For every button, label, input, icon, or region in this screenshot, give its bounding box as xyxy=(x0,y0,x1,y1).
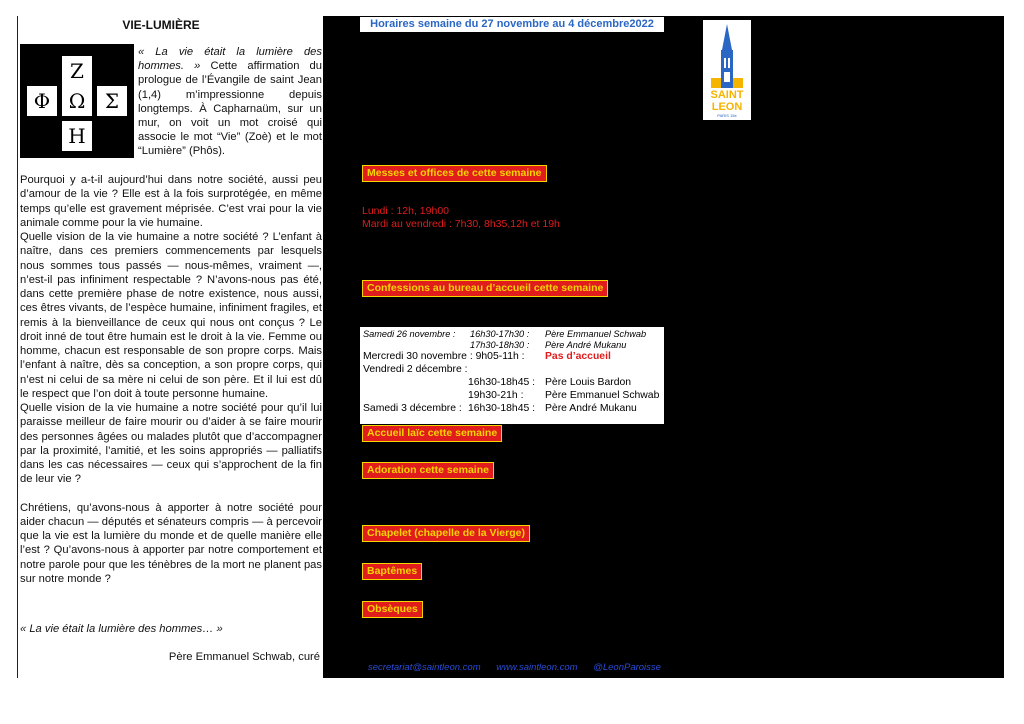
contact-footer xyxy=(368,662,673,673)
logo-word-saint: SAINT xyxy=(710,89,744,101)
intro-paragraph xyxy=(138,45,322,159)
conf-r6-time: 19h30-21h : xyxy=(468,390,524,401)
conf-r2-time: 17h30-18h30 : xyxy=(470,340,530,350)
conf-r1-who: Père Emmanuel Schwab xyxy=(545,329,647,339)
conf-r7-time: 16h30-18h45 : xyxy=(468,403,536,414)
masses-monday: Lundi : 12h, 19h00 xyxy=(362,205,449,217)
cross-letter-sigma: Σ xyxy=(97,86,127,116)
body-paragraph-2: Quelle vision de la vie humaine a notre société ? L’enfant à naître, dans ces premiers commencements par lesquels nous sommes tous passés — nous-mêmes, vraiment —, n’est-il pas infiniment respectable ? N’avons-nous pas été, dans cette première phase de notre existence, nous aussi, ces êtres vivants, de l’espèce humaine, infiniment fragiles, et remis à la bienveillance de ceux qui nous ont conçus ? Le droit inné de tout être humain est le droit à la vie. Femme ou homme, chacun est responsable de son propre corps. Mais l’enfant à naître, dès sa conception, a son propre corps, qui n’est ni celui de sa mère ni celui de son père. Et il lui est dû le respect que l’on doit à toute personne humaine. xyxy=(20,231,322,400)
left-margin-rule xyxy=(17,16,18,678)
cross-letter-eta: H xyxy=(62,121,92,151)
footer-website[interactable]: www.saintleon.com xyxy=(496,662,578,673)
confessions-header: Confessions au bureau d’accueil cette semaine xyxy=(362,280,608,297)
masses-header: Messes et offices de cette semaine xyxy=(362,165,547,182)
baptemes-header: Baptêmes xyxy=(362,563,422,580)
cross-letter-phi: Φ xyxy=(27,86,57,116)
intro-quote: « La vie était la lumière des hommes. » xyxy=(138,46,322,73)
conf-r5-time: 16h30-18h45 : xyxy=(468,377,536,388)
logo-word-paris: PARIS 15e xyxy=(717,113,737,118)
footer-email[interactable]: secretariat@saintleon.com xyxy=(368,662,481,673)
conf-r1-time: 16h30-17h30 : xyxy=(470,329,530,339)
conf-r3-day: Mercredi 30 novembre : 9h05-11h : xyxy=(363,351,525,362)
accueil-header: Accueil laïc cette semaine xyxy=(362,425,502,442)
conf-r7-day: Samedi 3 décembre : xyxy=(363,403,462,414)
conf-r1-day: Samedi 26 novembre : xyxy=(363,329,456,339)
body-paragraph-4: Chrétiens, qu’avons-nous à apporter à notre société pour aider chacun — députés et sénateurs compris — à percevoir que la vie est la lumière du monde et de quelle manière elle l’est ? Qu’avons-nous à apporter par notre comportement et notre parole pour que les ténèbres de la mort ne planent pas sur notre monde ? xyxy=(20,501,322,585)
conf-r6-who: Père Emmanuel Schwab xyxy=(545,390,660,401)
conf-r4-day: Vendredi 2 décembre : xyxy=(363,364,468,375)
schedule-title: Horaires semaine du 27 novembre au 4 décembre2022 xyxy=(360,17,664,32)
conf-r5-who: Père Louis Bardon xyxy=(545,377,632,388)
saint-leon-logo xyxy=(703,20,751,120)
conf-r7-who: Père André Mukanu xyxy=(545,403,637,414)
article-body xyxy=(20,173,322,586)
signature: Père Emmanuel Schwab, curé xyxy=(168,651,320,663)
masses-times xyxy=(362,205,560,230)
masses-weekdays: Mardi au vendredi : 7h30, 8h35,12h et 19h xyxy=(362,217,560,230)
word-cross-grid xyxy=(20,44,134,158)
cross-letter-zeta: Z xyxy=(62,56,92,86)
confessions-table xyxy=(360,327,664,424)
cross-letter-omega: Ω xyxy=(62,86,92,116)
logo-word-leon: LEON xyxy=(711,101,743,113)
intro-text: Cette affirmation du prologue de l’Évangile de saint Jean (1,4) m’impressionne depuis longtemps. À Capharnaüm, sur un mur, on voit un mot croisé qui associe le mot “Vie” (Zoè) et le mot “Lumière” (Phôs). xyxy=(138,60,322,158)
conf-r2-who: Père André Mukanu xyxy=(545,340,627,350)
conf-r3-who: Pas d’accueil xyxy=(545,351,611,362)
obseques-header: Obsèques xyxy=(362,601,423,618)
church-tower-icon xyxy=(703,20,751,120)
adoration-header: Adoration cette semaine xyxy=(362,462,494,479)
closing-quote: « La vie était la lumière des hommes… » xyxy=(20,623,223,635)
body-paragraph-3: Quelle vision de la vie humaine a notre société pour qu’il lui paraisse meilleur de faire mourir ou d’aider à se faire mourir des personnes âgées ou malades plutôt que d’accompagner par la proximité, l’amitié, et les soins appropriés — palliatifs dans les cas nécessaires — ceux qui s’approchent de la fin de leur vie ? xyxy=(20,402,322,486)
chapelet-header: Chapelet (chapelle de la Vierge) xyxy=(362,525,530,542)
body-paragraph-1: Pourquoi y a-t-il aujourd’hui dans notre société, aussi peu d’amour de la vie ? Elle est à la fois surprotégée, en même temps qu’elle est gravement méprisée. C’est vrai pour la vie animale comme pour la vie humaine. xyxy=(20,174,322,229)
article-title: VIE-LUMIÈRE xyxy=(122,18,200,32)
footer-social[interactable]: @LeonParoisse xyxy=(593,662,661,673)
